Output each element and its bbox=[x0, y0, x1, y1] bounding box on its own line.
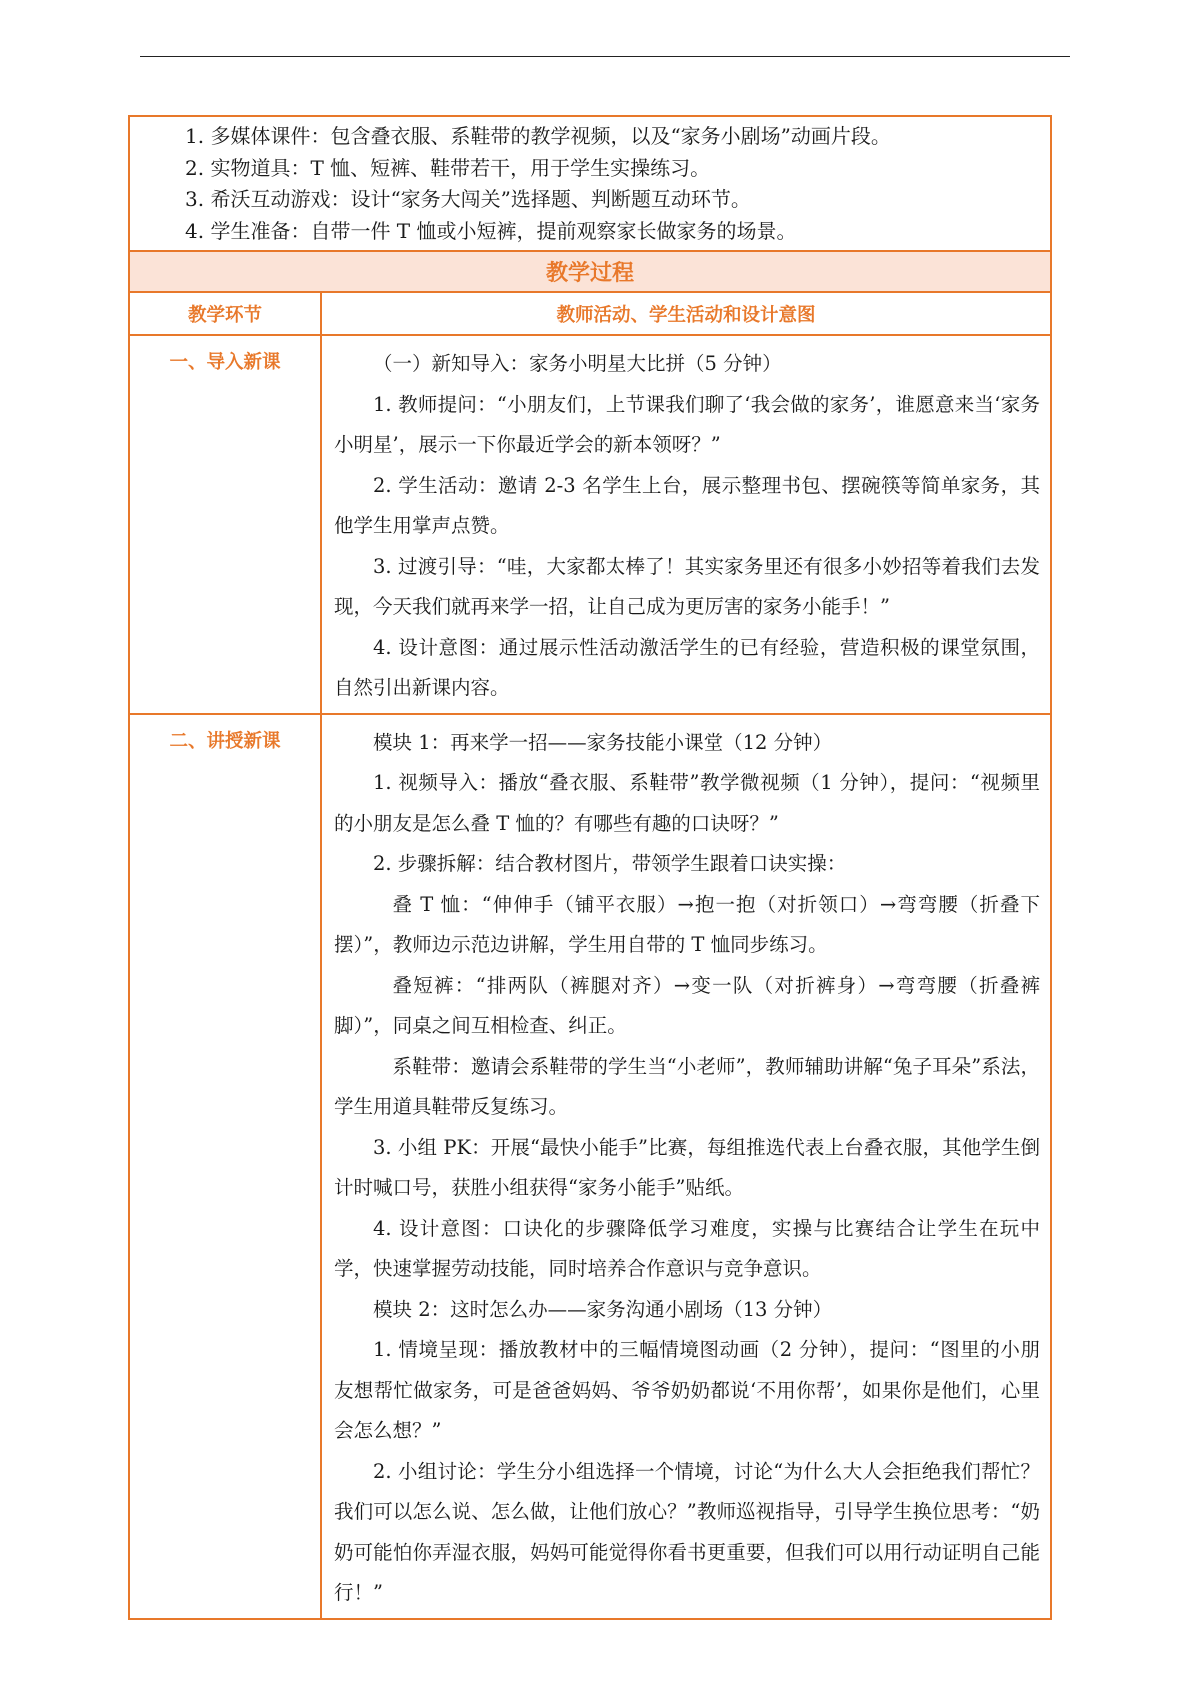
column-header-activity bbox=[321, 292, 1051, 335]
section-banner-title: 教学过程 bbox=[546, 261, 635, 286]
content-paragraph: 1. 视频导入：播放“叠衣服、系鞋带”教学微视频（1 分钟），提问：“视频里的小朋友是怎么叠 T 恤的？有哪些有趣的口诀呀？” bbox=[334, 771, 1041, 835]
content-paragraph: 3. 小组 PK：开展“最快小能手”比赛，每组推选代表上台叠衣服，其他学生倒计时喊口号，获胜小组获得“家务小能手”贴纸。 bbox=[334, 1135, 1041, 1199]
content-paragraph: 2. 小组讨论：学生分小组选择一个情境，讨论“为什么大人会拒绝我们帮忙？我们可以怎么说、怎么做，让他们放心？”教师巡视指导，引导学生换位思考：“奶奶可能怕你弄湿衣服，妈妈可能觉得你看书更重要，但我们可以用行动证明自己能行！” bbox=[334, 1459, 1041, 1604]
column-header-row bbox=[129, 292, 1051, 335]
prep-item: 1. 多媒体课件：包含叠衣服、系鞋带的教学视频，以及“家务小剧场”动画片段。 bbox=[185, 124, 891, 148]
lesson-plan-table bbox=[128, 115, 1052, 1620]
page-header-rule bbox=[140, 56, 1070, 57]
section-banner bbox=[129, 251, 1051, 292]
stage-cell bbox=[129, 714, 321, 1619]
content-paragraph: 叠 T 恤：“伸伸手（铺平衣服）→抱一抱（对折领口）→弯弯腰（折叠下摆）”，教师边示范边讲解，学生用自带的 T 恤同步练习。 bbox=[334, 892, 1041, 956]
prep-row bbox=[129, 116, 1051, 251]
content-paragraph: 4. 设计意图：口诀化的步骤降低学习难度，实操与比赛结合让学生在玩中学，快速掌握劳动技能，同时培养合作意识与竞争意识。 bbox=[334, 1216, 1041, 1280]
content-paragraph: 3. 过渡引导：“哇，大家都太棒了！其实家务里还有很多小妙招等着我们去发现，今天我们就再来学一招，让自己成为更厉害的家务小能手！” bbox=[334, 554, 1041, 618]
prep-item: 4. 学生准备：自带一件 T 恤或小短裤，提前观察家长做家务的场景。 bbox=[185, 218, 797, 243]
prep-cell bbox=[129, 116, 1051, 251]
content-paragraph: 2. 学生活动：邀请 2-3 名学生上台，展示整理书包、摆碗筷等简单家务，其他学生用掌声点赞。 bbox=[334, 473, 1041, 537]
prep-item: 2. 实物道具：T 恤、短裤、鞋带若干，用于学生实操练习。 bbox=[185, 155, 711, 180]
content-paragraph: 模块 2：这时怎么办——家务沟通小剧场（13 分钟） bbox=[373, 1297, 833, 1321]
stage-row-teaching bbox=[129, 714, 1051, 1619]
content-paragraph: 4. 设计意图：通过展示性活动激活学生的已有经验，营造积极的课堂氛围，自然引出新课内容。 bbox=[334, 635, 1041, 699]
content-paragraph: 系鞋带：邀请会系鞋带的学生当“小老师”，教师辅助讲解“兔子耳朵”系法，学生用道具鞋带反复练习。 bbox=[334, 1054, 1041, 1118]
section-banner-row bbox=[129, 251, 1051, 292]
prep-item: 3. 希沃互动游戏：设计“家务大闯关”选择题、判断题互动环节。 bbox=[185, 187, 751, 211]
column-header-activity-label: 教师活动、学生活动和设计意图 bbox=[556, 304, 816, 326]
content-paragraph: 2. 步骤拆解：结合教材图片，带领学生跟着口诀实操： bbox=[373, 852, 847, 875]
stage-label: 一、导入新课 bbox=[169, 352, 281, 373]
column-header-stage-label: 教学环节 bbox=[187, 304, 262, 326]
content-paragraph: 1. 情境呈现：播放教材中的三幅情境图动画（2 分钟），提问：“图里的小朋友想帮忙做家务，可是爸爸妈妈、爷爷奶奶都说‘不用你帮’，如果你是他们，心里会怎么想？” bbox=[334, 1338, 1041, 1442]
stage-content bbox=[321, 714, 1051, 1619]
content-paragraph: 1. 教师提问：“小朋友们，上节课我们聊了‘我会做的家务’，谁愿意来当‘家务小明星’，展示一下你最近学会的新本领呀？” bbox=[334, 392, 1041, 456]
content-paragraph: 叠短裤：“排两队（裤腿对齐）→变一队（对折裤身）→弯弯腰（折叠裤脚）”，同桌之间互相检查、纠正。 bbox=[334, 973, 1041, 1037]
column-header-stage bbox=[129, 292, 321, 335]
stage-content bbox=[321, 335, 1051, 714]
stage-label: 二、讲授新课 bbox=[169, 730, 281, 752]
content-paragraph: （一）新知导入：家务小明星大比拼（5 分钟） bbox=[373, 352, 782, 375]
stage-cell bbox=[129, 335, 321, 714]
stage-row-intro bbox=[129, 335, 1051, 714]
content-paragraph: 模块 1：再来学一招——家务技能小课堂（12 分钟） bbox=[373, 730, 833, 754]
